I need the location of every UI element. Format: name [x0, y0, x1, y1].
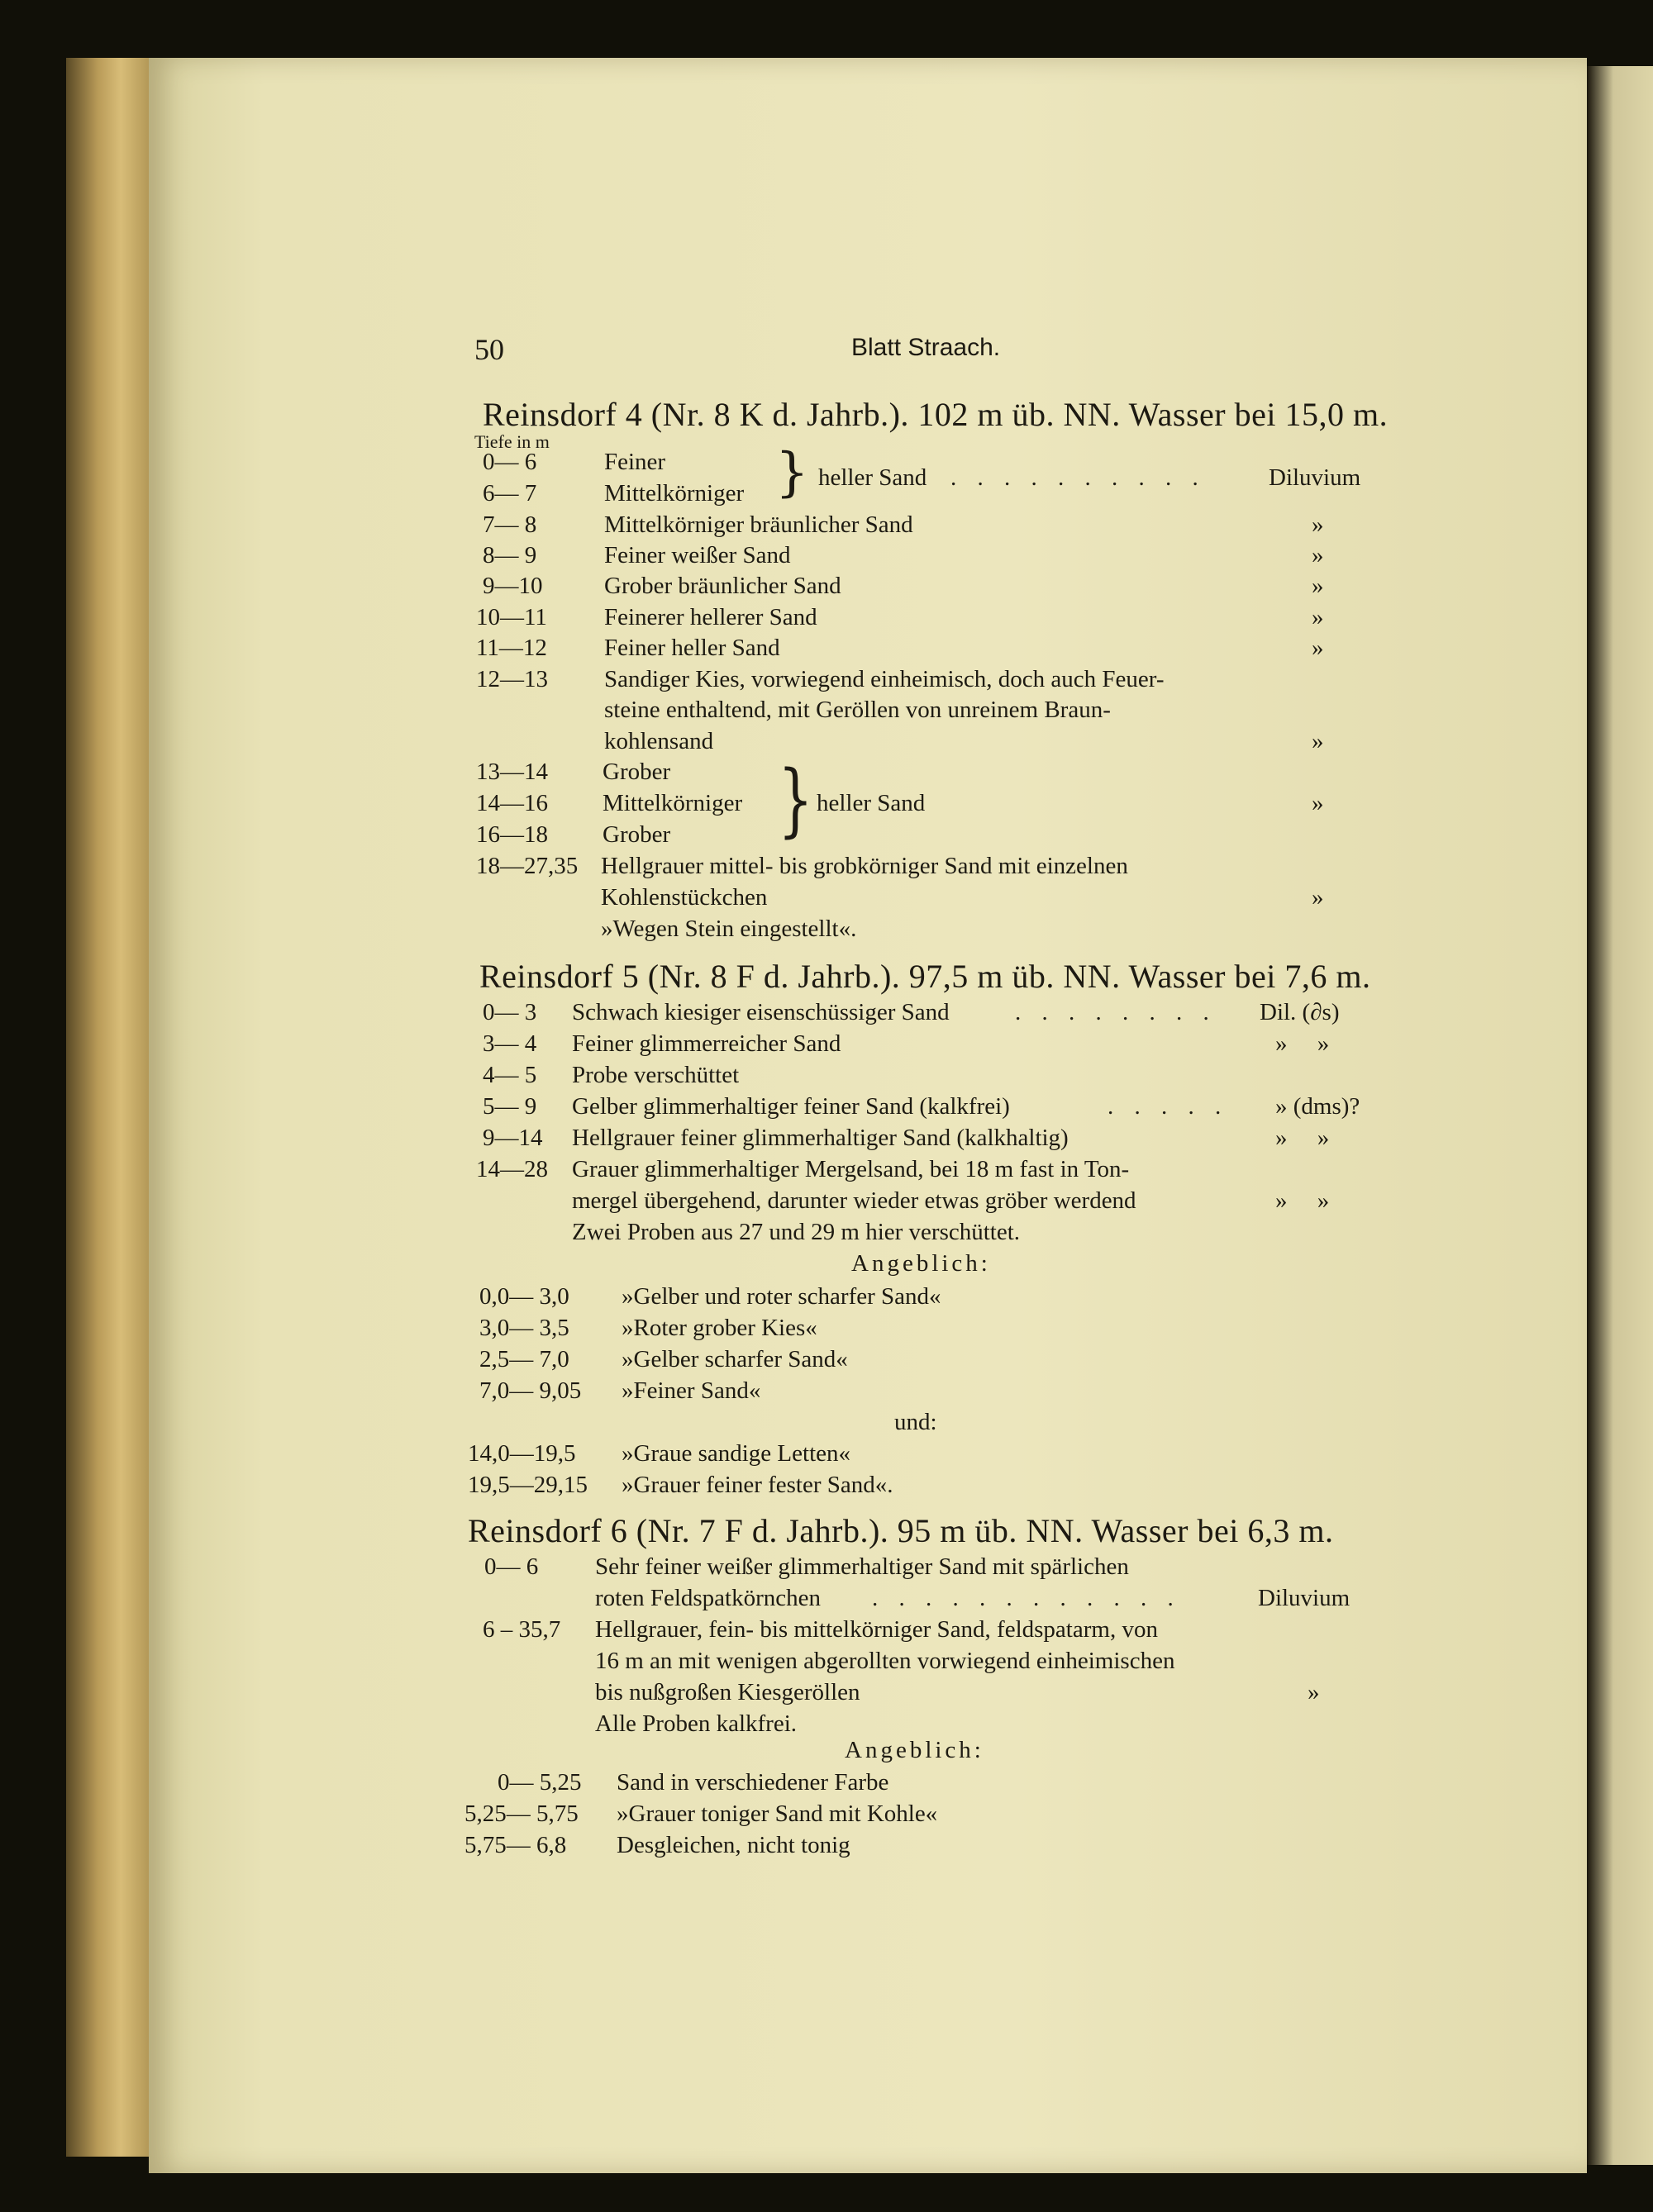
description-cell: »Gelber und roter scharfer Sand« [622, 1283, 941, 1310]
classification-cell: » [1312, 604, 1324, 630]
description-cell: Grober [603, 759, 671, 785]
brace-icon: } [775, 442, 809, 503]
description-cell: 16 m an mit wenigen abgerollten vorwiegend einheimischen [595, 1648, 1175, 1674]
depth-cell: 19,5—29,15 [468, 1472, 588, 1498]
angeblich-label: Angeblich: [851, 1250, 991, 1277]
description-cell: »Graue sandige Letten« [622, 1440, 851, 1467]
description-cell: Feiner heller Sand [604, 635, 780, 661]
depth-cell: 9—10 [483, 573, 543, 599]
description-cell: Alle Proben kalkfrei. [595, 1710, 798, 1737]
angeblich-label: Angeblich: [845, 1737, 984, 1763]
depth-cell: 10—11 [476, 604, 547, 630]
depth-cell: 18—27,35 [476, 853, 579, 879]
group-text: heller Sand [817, 790, 926, 816]
classification-cell: » [1312, 790, 1324, 816]
classification-cell: » [1312, 573, 1324, 599]
description-cell: Zwei Proben aus 27 und 29 m hier verschüttet. [572, 1219, 1021, 1245]
description-cell: »Feiner Sand« [622, 1377, 761, 1404]
description-cell: Sand in verschiedener Farbe [617, 1769, 889, 1796]
description-cell: »Grauer toniger Sand mit Kohle« [617, 1801, 938, 1827]
brace-icon: } [778, 754, 813, 846]
classification-cell: Dil. (∂s) [1260, 999, 1340, 1025]
classification-cell: » » [1275, 1125, 1330, 1151]
description-cell: Hellgrauer feiner glimmerhaltiger Sand (kalkhaltig) [572, 1125, 1069, 1151]
depth-cell: 2,5— 7,0 [479, 1346, 569, 1372]
depth-cell: 3— 4 [483, 1030, 537, 1057]
description-cell: mergel übergehend, darunter wieder etwas gröber werdend [572, 1187, 1136, 1214]
classification-cell: Diluvium [1269, 464, 1361, 491]
depth-cell: 16—18 [476, 821, 548, 848]
description-cell: steine enthaltend, mit Geröllen von unreinem Braun- [604, 697, 1111, 723]
classification-cell: » » [1275, 1030, 1330, 1057]
depth-cell: 7,0— 9,05 [479, 1377, 582, 1404]
depth-cell: 14—16 [476, 790, 548, 816]
description-cell: Sandiger Kies, vorwiegend einheimisch, doch auch Feuer- [604, 666, 1165, 692]
description-cell: Mittelkörniger [603, 790, 743, 816]
depth-cell: 8— 9 [483, 542, 537, 568]
description-cell: Feiner glimmerreicher Sand [572, 1030, 841, 1057]
depth-cell: 6 – 35,7 [483, 1616, 561, 1643]
description-cell: Sehr feiner weißer glimmerhaltiger Sand mit spärlichen [595, 1553, 1129, 1580]
depth-cell: 5,25— 5,75 [464, 1801, 579, 1827]
depth-cell: 11—12 [476, 635, 547, 661]
description-cell: roten Feldspatkörnchen [595, 1585, 822, 1611]
depth-cell: 6— 7 [483, 480, 537, 507]
depth-cell: 4— 5 [483, 1062, 537, 1088]
depth-cell: 0— 6 [484, 1553, 539, 1580]
leader-dots: . . . . . . . . [1015, 999, 1217, 1025]
depth-cell: 14—28 [476, 1156, 548, 1182]
depth-column-label: Tiefe in m [474, 431, 550, 452]
depth-cell: 12—13 [476, 666, 548, 692]
running-title: Blatt Straach. [851, 334, 1001, 361]
classification-cell: » [1308, 1679, 1320, 1705]
description-cell: Hellgrauer, fein- bis mittelkörniger Sand, feldspatarm, von [595, 1616, 1158, 1643]
depth-cell: 13—14 [476, 759, 548, 785]
classification-cell: » [1312, 511, 1324, 538]
depth-cell: 9—14 [483, 1125, 543, 1151]
description-cell: Probe verschüttet [572, 1062, 740, 1088]
depth-cell: 0,0— 3,0 [479, 1283, 569, 1310]
depth-cell: 5— 9 [483, 1093, 537, 1120]
depth-cell: 0— 3 [483, 999, 537, 1025]
depth-cell: 0— 5,25 [498, 1769, 582, 1796]
classification-cell: » » [1275, 1187, 1330, 1214]
depth-cell: 7— 8 [483, 511, 537, 538]
description-cell: Hellgrauer mittel- bis grobkörniger Sand mit einzelnen [601, 853, 1128, 879]
page-number: 50 [474, 333, 504, 366]
section-heading-reinsdorf-6: Reinsdorf 6 (Nr. 7 F d. Jahrb.). 95 m üb. NN. Wasser bei 6,3 m. [468, 1512, 1334, 1549]
leader-dots: . . . . . . . . . . . . [872, 1585, 1181, 1611]
leader-dots: . . . . . [1108, 1093, 1229, 1120]
description-cell: »Wegen Stein eingestellt«. [601, 916, 857, 942]
description-cell: »Roter grober Kies« [622, 1315, 817, 1341]
description-cell: »Grauer feiner fester Sand«. [622, 1472, 893, 1498]
description-cell: Desgleichen, nicht tonig [617, 1832, 850, 1858]
depth-cell: 14,0—19,5 [468, 1440, 576, 1467]
description-cell: Feiner weißer Sand [604, 542, 791, 568]
und-label: und: [894, 1409, 937, 1435]
description-cell: kohlensand [604, 728, 714, 754]
description-cell: bis nußgroßen Kiesgeröllen [595, 1679, 860, 1705]
description-cell: Feinerer hellerer Sand [604, 604, 817, 630]
depth-cell: 5,75— 6,8 [464, 1832, 567, 1858]
description-cell: »Gelber scharfer Sand« [622, 1346, 848, 1372]
description-cell: Schwach kiesiger eisenschüssiger Sand [572, 999, 950, 1025]
depth-cell: 3,0— 3,5 [479, 1315, 569, 1341]
classification-cell: » [1312, 635, 1324, 661]
description-cell: Grauer glimmerhaltiger Mergelsand, bei 18 m fast in Ton- [572, 1156, 1130, 1182]
classification-cell: Diluvium [1258, 1585, 1351, 1611]
description-cell: Grober bräunlicher Sand [604, 573, 841, 599]
classification-cell: » [1312, 542, 1324, 568]
classification-cell: » [1312, 728, 1324, 754]
group-text: heller Sand [818, 464, 927, 491]
description-cell: Gelber glimmerhaltiger feiner Sand (kalkfrei) [572, 1093, 1010, 1120]
description-cell: Grober [603, 821, 671, 848]
description-cell: Mittelkörniger [604, 480, 745, 507]
leader-dots: . . . . . . . . . . [950, 464, 1206, 491]
description-cell: Feiner [604, 449, 666, 475]
description-cell: Kohlenstückchen [601, 884, 768, 911]
depth-cell: 0— 6 [483, 449, 537, 475]
section-heading-reinsdorf-5: Reinsdorf 5 (Nr. 8 F d. Jahrb.). 97,5 m üb. NN. Wasser bei 7,6 m. [479, 958, 1371, 995]
description-cell: Mittelkörniger bräunlicher Sand [604, 511, 913, 538]
section-heading-reinsdorf-4: Reinsdorf 4 (Nr. 8 K d. Jahrb.). 102 m üb. NN. Wasser bei 15,0 m. [483, 396, 1389, 433]
classification-cell: » (dms)? [1275, 1093, 1360, 1120]
classification-cell: » [1312, 884, 1324, 911]
